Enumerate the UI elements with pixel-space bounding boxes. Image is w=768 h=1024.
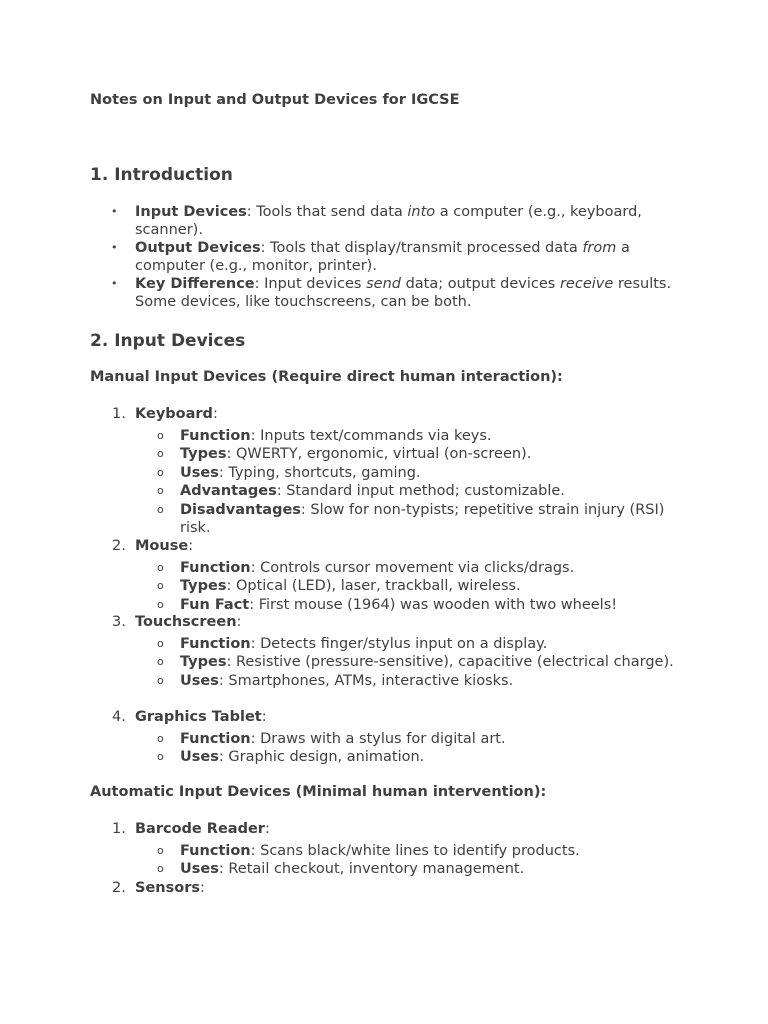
detail-item: o Uses: Graphic design, animation.: [157, 749, 425, 766]
term: Output Devices: [135, 240, 261, 256]
detail-list: [135, 635, 690, 690]
document-title: Notes on Input and Output Devices for IGCSE: [90, 92, 460, 108]
detail-list: [135, 842, 690, 878]
device-name: Sensors: [135, 880, 200, 896]
device-name: Touchscreen: [135, 614, 237, 630]
device-item-sensors: 2. Sensors:: [112, 880, 205, 896]
circle-bullet-icon: o: [157, 597, 164, 611]
item-number: 2.: [112, 538, 126, 554]
device-item-barcode-reader: 1. Barcode Reader: o Function: Scans black/white lines to identify products. o Uses: Retail checkout, inventory management.: [90, 820, 690, 878]
detail-item: o Function: Draws with a stylus for digital art.: [157, 731, 506, 747]
section-heading-input-devices: 2. Input Devices: [90, 331, 246, 351]
circle-bullet-icon: o: [157, 637, 164, 650]
manual-device-list-continued: [90, 537, 690, 614]
manual-device-list-tablet: [90, 708, 690, 767]
intro-bullet-list: [90, 203, 690, 311]
circle-bullet-icon: o: [157, 862, 164, 876]
detail-item: o Function: Controls cursor movement via clicks/drags.: [157, 560, 575, 576]
list-item: • Key Difference: Input devices send data; output devices receive results. Some devices, like touchscreens, can be both.: [111, 276, 672, 310]
item-number: 2.: [112, 880, 126, 896]
automatic-device-list: [90, 820, 690, 879]
detail-list: [135, 730, 690, 766]
device-item-touchscreen: 3. Touchscreen: o Function: Detects finger/stylus input on a display. o Types: Resistive (pressure-sensitive), capacitive (electrical charge). o Uses: Smartphones, ATMs, interactive kiosks.: [90, 613, 690, 690]
item-number: 3.: [112, 614, 126, 630]
bullet-icon: •: [111, 241, 118, 254]
detail-item: o Fun Fact: First mouse (1964) was wooden with two wheels!: [157, 596, 618, 613]
detail-item: o Function: Detects finger/stylus input on a display.: [157, 636, 548, 652]
circle-bullet-icon: o: [157, 561, 164, 574]
bullet-icon: •: [111, 277, 118, 290]
circle-bullet-icon: o: [157, 447, 164, 461]
device-name: Keyboard: [135, 406, 213, 422]
detail-list: [135, 427, 690, 537]
detail-list: [135, 559, 690, 614]
device-name: Mouse: [135, 538, 189, 554]
device-item-keyboard: 1. Keyboard: o Function: Inputs text/commands via keys. o Types: QWERTY, ergonomic, virtual (on-screen). o Uses: Typing, shortcuts, gaming. o Advantages: Standard input method; customizable. o Disadvantages: Slow for non-typists; repetitive strain injury (RSI) risk.: [90, 405, 690, 537]
circle-bullet-icon: o: [157, 732, 164, 745]
circle-bullet-icon: o: [157, 655, 164, 669]
manual-device-list: [90, 405, 690, 537]
detail-item: o Types: Resistive (pressure-sensitive), capacitive (electrical charge).: [157, 654, 674, 671]
subheading-manual-input: Manual Input Devices (Require direct human interaction):: [90, 369, 563, 385]
bullet-icon: •: [111, 205, 118, 218]
item-number: 1.: [112, 821, 126, 837]
detail-item: o Types: QWERTY, ergonomic, virtual (on-screen).: [157, 446, 532, 463]
device-item-graphics-tablet: 4. Graphics Tablet: o Function: Draws with a stylus for digital art. o Uses: Graphic design, animation.: [90, 708, 690, 766]
detail-item: o Uses: Typing, shortcuts, gaming.: [157, 464, 421, 481]
item-number: 1.: [112, 406, 126, 422]
device-name: Barcode Reader: [135, 821, 265, 837]
circle-bullet-icon: o: [157, 484, 164, 498]
detail-item: o Uses: Smartphones, ATMs, interactive kiosks.: [157, 672, 514, 689]
term: Key Difference: [135, 276, 255, 292]
circle-bullet-icon: o: [157, 502, 164, 516]
item-number: 4.: [112, 709, 126, 725]
list-item: • Output Devices: Tools that display/transmit processed data from a computer (e.g., monitor, printer).: [111, 240, 630, 274]
detail-item: o Advantages: Standard input method; customizable.: [157, 483, 565, 500]
circle-bullet-icon: o: [157, 673, 164, 687]
device-item-mouse: 2. Mouse: o Function: Controls cursor movement via clicks/drags. o Types: Optical (LED), laser, trackball, wireless. o Fun Fact: First mouse (1964) was wooden with two wheels!: [90, 537, 690, 614]
subheading-automatic-input: Automatic Input Devices (Minimal human intervention):: [90, 784, 547, 800]
detail-item: o Disadvantages: Slow for non-typists; repetitive strain injury (RSI) risk.: [157, 501, 665, 536]
section-heading-introduction: 1. Introduction: [90, 165, 233, 185]
circle-bullet-icon: o: [157, 750, 164, 764]
detail-item: o Uses: Retail checkout, inventory management.: [157, 861, 525, 878]
term: Input Devices: [135, 204, 247, 220]
detail-item: o Function: Inputs text/commands via keys.: [157, 428, 492, 444]
device-name: Graphics Tablet: [135, 709, 262, 725]
list-item: • Input Devices: Tools that send data into a computer (e.g., keyboard, scanner).: [111, 204, 642, 238]
circle-bullet-icon: o: [157, 844, 164, 857]
manual-device-list-touchscreen: [90, 613, 690, 690]
detail-item: o Types: Optical (LED), laser, trackball, wireless.: [157, 578, 521, 595]
automatic-device-list-continued: [90, 879, 690, 897]
circle-bullet-icon: o: [157, 429, 164, 442]
detail-item: o Function: Scans black/white lines to identify products.: [157, 843, 580, 859]
circle-bullet-icon: o: [157, 579, 164, 593]
circle-bullet-icon: o: [157, 465, 164, 479]
